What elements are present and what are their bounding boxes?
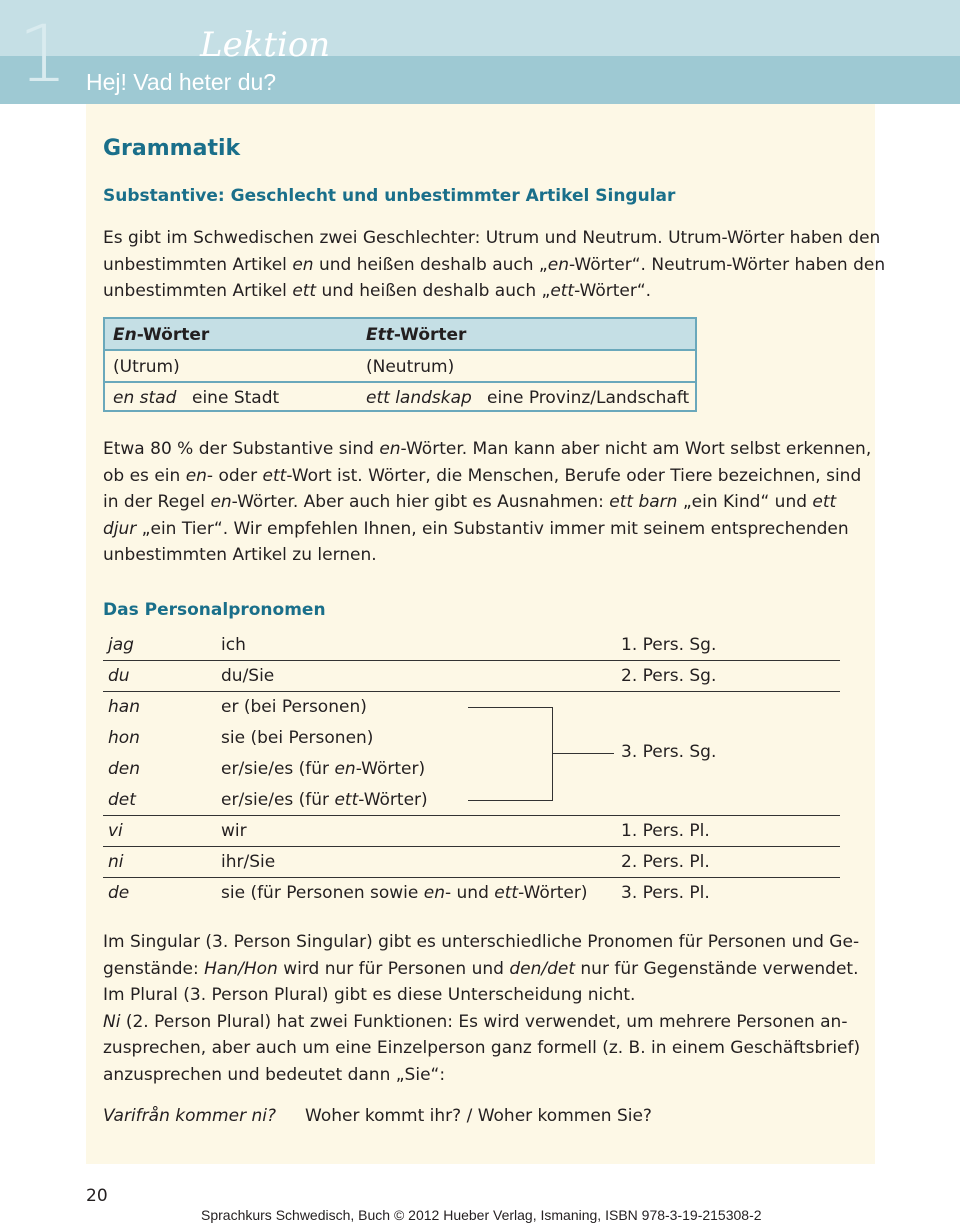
header-ett-words: Ett-Wörter [366, 325, 467, 345]
pronoun-swedish: du [108, 666, 130, 686]
usage-paragraph [103, 929, 860, 1088]
row-divider [103, 660, 840, 661]
bracket-line [468, 800, 553, 801]
pronoun-swedish: ni [108, 852, 124, 872]
neutrum-label: (Neutrum) [366, 357, 455, 377]
example-german: Woher kommt ihr? / Woher kommen Sie? [305, 1106, 652, 1126]
pronoun-person: 1. Pers. Sg. [621, 635, 717, 655]
text-line: Im Plural (3. Person Plural) gibt es diese Unterscheidung nicht. [103, 985, 636, 1005]
pronoun-swedish: jag [108, 635, 134, 655]
lesson-label: Lektion [200, 25, 331, 65]
text-line: unbestimmten Artikel zu lernen. [103, 545, 377, 565]
pronoun-group-person: 3. Pers. Sg. [621, 742, 717, 762]
pronoun-german: sie (bei Personen) [221, 728, 374, 748]
text-line: Ni (2. Person Plural) hat zwei Funktionen: Es wird verwendet, um mehrere Personen an- [103, 1011, 848, 1032]
noun-gender-table [103, 317, 697, 412]
header-top-band [0, 0, 960, 56]
pronoun-german: ich [221, 635, 246, 655]
pronoun-person: 1. Pers. Pl. [621, 821, 710, 841]
bracket-line [553, 753, 614, 754]
lesson-title: Hej! Vad heter du? [86, 69, 277, 95]
text-line: ob es ein en- oder ett-Wort ist. Wörter, die Menschen, Berufe oder Tiere bezeichnen, sind [103, 465, 862, 486]
pronoun-swedish: den [108, 759, 141, 779]
pronoun-german: ihr/Sie [221, 852, 276, 872]
text-line: genstände: Han/Hon wird nur für Personen und den/det nur für Gegenstände verwendet. [103, 958, 859, 979]
bracket-line [468, 707, 553, 708]
subsection-title-nouns: Substantive: Geschlecht und unbestimmter Artikel Singular [103, 186, 676, 206]
header-en-words: En-Wörter [113, 325, 210, 345]
page-number: 20 [86, 1186, 108, 1206]
section-title: Grammatik [103, 136, 241, 161]
bracket-line [552, 707, 553, 801]
row-divider [103, 691, 840, 692]
text-line: Es gibt im Schwedischen zwei Geschlechter: Utrum und Neutrum. Utrum-Wörter haben den [103, 228, 881, 248]
pronoun-german: er/sie/es (für ett-Wörter) [221, 790, 428, 810]
pronoun-person: 2. Pers. Sg. [621, 666, 717, 686]
intro-paragraph [103, 225, 885, 305]
pronoun-german: er/sie/es (für en-Wörter) [221, 759, 426, 779]
pronoun-swedish: han [108, 697, 140, 717]
row-divider [103, 815, 840, 816]
text-line: in der Regel en-Wörter. Aber auch hier gibt es Ausnahmen: ett barn „ein Kind“ und ett [103, 492, 837, 512]
row-divider [103, 877, 840, 878]
example-ett-german: eine Provinz/Landschaft [487, 388, 690, 408]
text-line: zusprechen, aber auch um eine Einzelperson ganz formell (z. B. in einem Geschäftsbrief) [103, 1038, 861, 1058]
pronoun-person: 2. Pers. Pl. [621, 852, 710, 872]
pronoun-german: wir [221, 821, 247, 841]
text-line: unbestimmten Artikel ett und heißen deshalb auch „ett-Wörter“. [103, 281, 652, 301]
example-ett-swedish: ett landskap [366, 388, 472, 408]
text-line: Im Singular (3. Person Singular) gibt es unterschiedliche Pronomen für Personen und Ge- [103, 932, 860, 952]
pronoun-german: sie (für Personen sowie en- und ett-Wörter) [221, 883, 588, 903]
lesson-header [0, 0, 960, 104]
text-line: djur „ein Tier“. Wir empfehlen Ihnen, ein Substantiv immer mit seinem entsprechenden [103, 518, 849, 539]
copyright-footer: Sprachkurs Schwedisch, Buch © 2012 Hueber Verlag, Ismaning, ISBN 978-3-19-215308-2 [201, 1207, 762, 1223]
table-divider [105, 381, 695, 383]
pronoun-swedish: vi [108, 821, 123, 841]
example-en-swedish: en stad [113, 388, 177, 408]
example-en-german: eine Stadt [192, 388, 280, 408]
pronoun-swedish: de [108, 883, 130, 903]
frequency-paragraph [103, 436, 871, 569]
row-divider [103, 846, 840, 847]
example-swedish: Varifrån kommer ni? [103, 1106, 276, 1126]
pronoun-person: 3. Pers. Pl. [621, 883, 710, 903]
pronoun-german: er (bei Personen) [221, 697, 367, 717]
pronoun-swedish: det [108, 790, 136, 810]
utrum-label: (Utrum) [113, 357, 180, 377]
text-line: Etwa 80 % der Substantive sind en-Wörter. Man kann aber nicht am Wort selbst erkennen, [103, 439, 872, 459]
lesson-number: 1 [18, 10, 68, 100]
text-line: unbestimmten Artikel en und heißen deshalb auch „en-Wörter“. Neutrum-Wörter haben den [103, 254, 886, 275]
text-line: anzusprechen und bedeutet dann „Sie“: [103, 1064, 446, 1085]
pronoun-german: du/Sie [221, 666, 275, 686]
subsection-title-pronouns: Das Personalpronomen [103, 600, 326, 620]
pronoun-swedish: hon [108, 728, 140, 748]
